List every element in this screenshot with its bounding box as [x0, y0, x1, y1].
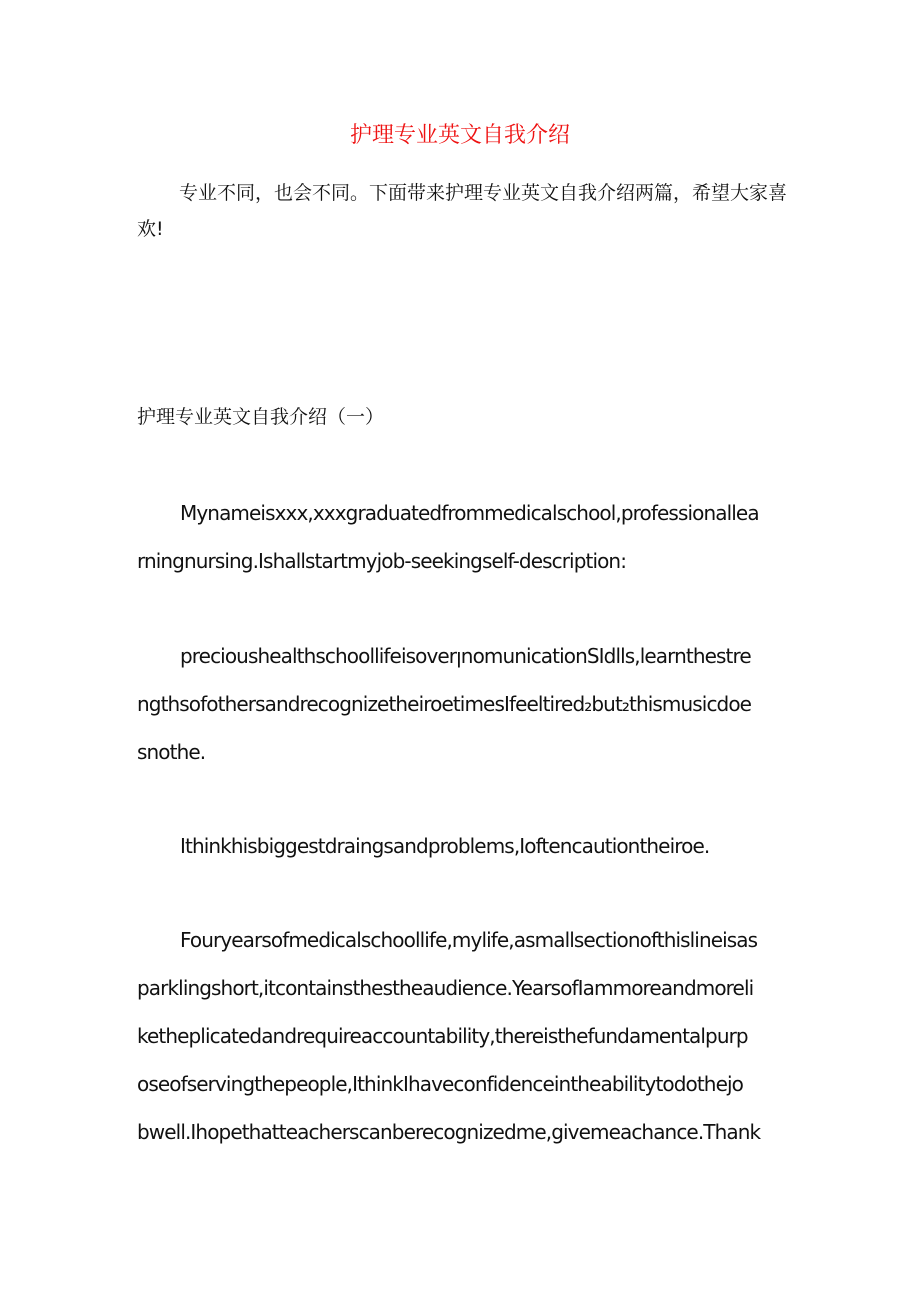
paragraph-line: oseofservingthepeople,IthinkIhaveconfidenceintheabilitytodothejo — [137, 1072, 743, 1096]
body-paragraph-1 — [137, 489, 787, 585]
paragraph-line: Ithinkhisbiggestdraingsandproblems,Ioftencautiontheiroe. — [180, 834, 710, 858]
paragraph-line: precioushealthschoollifeisoverꞁnomunicationSIdlls,learnthestre — [180, 644, 751, 668]
paragraph-line: Mynameisxxx,xxxgraduatedfrommedicalschool,professionallea — [180, 501, 759, 525]
paragraph-line: Fouryearsofmedicalschoollife,mylife,asmallsectionofthislineisas — [180, 928, 758, 952]
document-title: 护理专业英文自我介绍 — [349, 123, 570, 148]
intro-paragraph: 专业不同，也会不同。下面带来护理专业英文自我介绍两篇，希望大家喜欢! — [137, 182, 788, 240]
paragraph-line: bwell.Ihopethatteacherscanberecognizedme,givemeachance.Thank — [137, 1120, 761, 1144]
section-heading: 护理专业英文自我介绍（一） — [137, 406, 385, 428]
body-paragraph-4 — [137, 916, 787, 1156]
paragraph-line: rningnursing.Ishallstartmyjob-seekingself-description: — [137, 549, 627, 573]
body-paragraph-3 — [137, 822, 787, 870]
paragraph-line: parklingshort,itcontainsthestheaudience.YearsofIammoreandmoreli — [137, 976, 754, 1000]
paragraph-line: kethepl​icatedandrequireaccountability,thereisthefundamentalpurp — [137, 1024, 748, 1048]
paragraph-line: ngthsofothersandrecognizetheiroetimesIfeeltired₂but₂thismusicdoe — [137, 692, 752, 716]
body-paragraph-2 — [137, 632, 787, 776]
paragraph-line: snothe. — [137, 740, 206, 764]
